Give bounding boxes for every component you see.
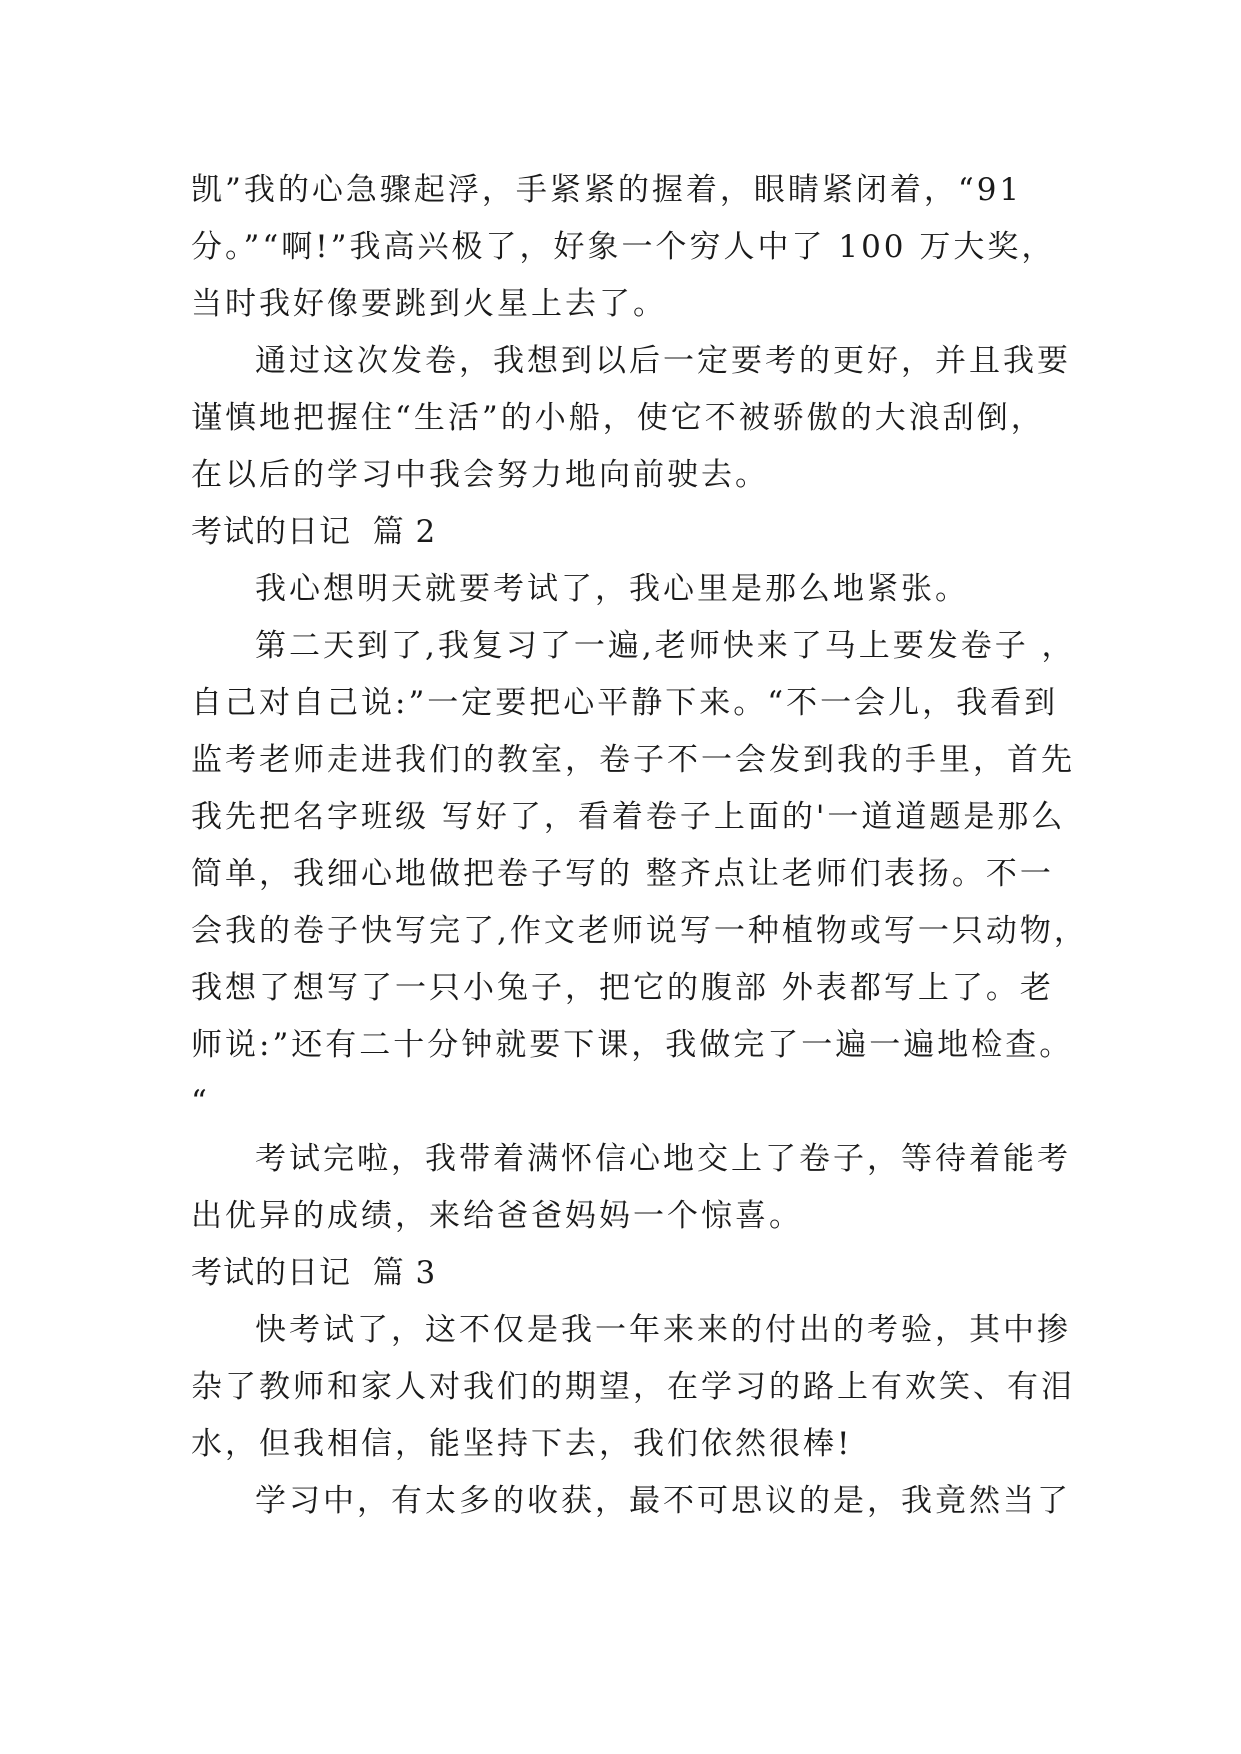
text-line: 会我的卷子快写完了,作文老师说写一种植物或写一只动物， <box>191 913 1088 949</box>
text-line: 我想了想写了一只小兔子，把它的腹部 外表都写上了。老 <box>191 970 1054 1006</box>
section-heading: 考试的日记 篇 2 <box>191 514 437 550</box>
text-line: 在以后的学习中我会努力地向前驶去。 <box>191 457 769 493</box>
text-line: “ <box>191 1084 210 1120</box>
text-line: 通过这次发卷，我想到以后一定要考的更好，并且我要 <box>255 343 1071 379</box>
text-line: 考试完啦，我带着满怀信心地交上了卷子，等待着能考 <box>255 1141 1071 1177</box>
text-line: 杂了教师和家人对我们的期望，在学习的路上有欢笑、有泪 <box>191 1369 1075 1405</box>
text-line: 谨慎地把握住“生活”的小船，使它不被骄傲的大浪刮倒， <box>191 400 1045 436</box>
text-line: 自己对自己说:”一定要把心平静下来。“不一会儿，我看到 <box>191 685 1059 721</box>
text-line: 凯”我的心急骤起浮，手紧紧的握着，眼睛紧闭着，“91 <box>191 172 1023 208</box>
text-line: 水，但我相信，能坚持下去，我们依然很棒! <box>191 1426 853 1462</box>
text-line: 出优异的成绩，来给爸爸妈妈一个惊喜。 <box>191 1198 803 1234</box>
text-line: 师说:”还有二十分钟就要下课，我做完了一遍一遍地检查。 <box>191 1027 1074 1063</box>
section-heading: 考试的日记 篇 3 <box>191 1255 437 1291</box>
text-line: 分。”“啊!”我高兴极了，好象一个穷人中了 100 万大奖， <box>191 229 1056 265</box>
text-line: 简单，我细心地做把卷子写的 整齐点让老师们表扬。不一 <box>191 856 1054 892</box>
text-line: 第二天到了,我复习了一遍,老师快来了马上要发卷子 ， <box>255 628 1076 664</box>
text-line: 当时我好像要跳到火星上去了。 <box>191 286 667 322</box>
text-line: 学习中，有太多的收获，最不可思议的是，我竟然当了 <box>255 1483 1071 1519</box>
text-line: 快考试了，这不仅是我一年来来的付出的考验，其中掺 <box>255 1312 1071 1348</box>
text-line: 我心想明天就要考试了，我心里是那么地紧张。 <box>255 571 969 607</box>
document-body <box>191 162 1111 1530</box>
text-line: 监考老师走进我们的教室，卷子不一会发到我的手里，首先 <box>191 742 1075 778</box>
text-line: 我先把名字班级 写好了，看着卷子上面的'一道道题是那么 <box>191 799 1066 835</box>
